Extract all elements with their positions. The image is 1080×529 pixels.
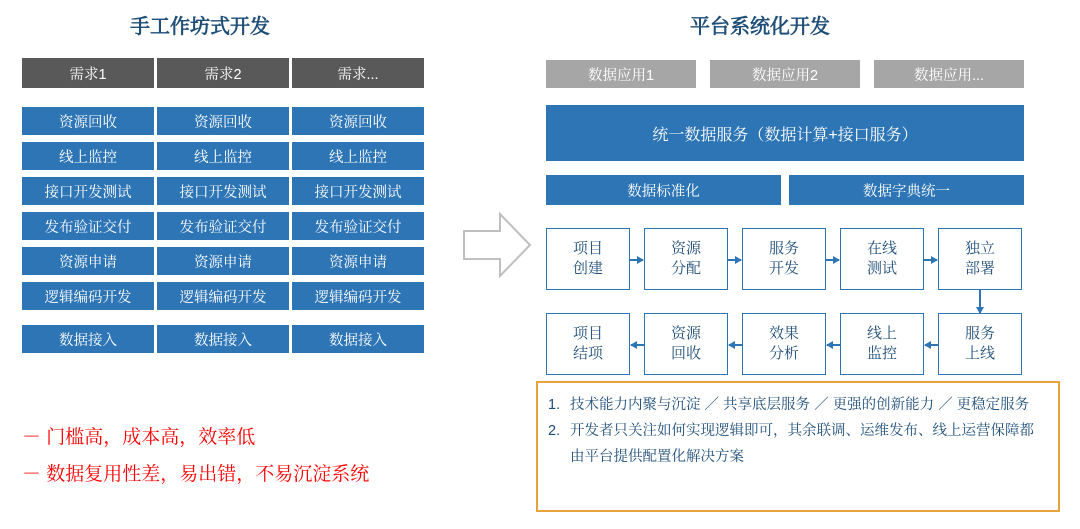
standardization-bar: 数据标准化 — [546, 175, 781, 205]
data-application-box: 数据应用... — [874, 60, 1024, 88]
flow-arrow-icon — [826, 259, 839, 261]
flow-step-line1: 线上 — [866, 325, 897, 342]
benefits-callout — [536, 381, 1060, 512]
task-box: 逻辑编码开发 — [157, 282, 289, 310]
flow-arrow-icon — [924, 259, 937, 261]
flow-step-line2: 分析 — [768, 345, 799, 362]
unified-data-service-bar: 统一数据服务（数据计算+接口服务） — [546, 105, 1024, 161]
requirement-header: 需求2 — [157, 58, 289, 88]
flow-step-line2: 结项 — [572, 345, 603, 362]
flow-step — [742, 228, 826, 290]
flow-arrow-icon — [925, 344, 938, 346]
task-box: 数据接入 — [157, 325, 289, 353]
flow-step — [546, 228, 630, 290]
task-box: 发布验证交付 — [292, 212, 424, 240]
flow-step-line2: 上线 — [964, 345, 995, 362]
task-box: 数据接入 — [292, 325, 424, 353]
flow-step-line1: 资源 — [670, 325, 701, 342]
callout-number: 2. — [548, 423, 561, 439]
requirement-header: 需求... — [292, 58, 424, 88]
flow-step-line1: 服务 — [768, 240, 799, 257]
flow-step — [840, 228, 924, 290]
flow-arrow-icon — [729, 344, 742, 346]
flow-arrow-icon — [630, 259, 643, 261]
task-box: 接口开发测试 — [22, 177, 154, 205]
task-box: 资源申请 — [22, 247, 154, 275]
callout-item — [548, 392, 1048, 418]
flow-step-line1: 服务 — [964, 325, 995, 342]
data-application-box: 数据应用1 — [546, 60, 696, 88]
task-box: 线上监控 — [292, 142, 424, 170]
flow-step-line2: 部署 — [964, 260, 995, 277]
data-application-box: 数据应用2 — [710, 60, 860, 88]
task-box: 资源回收 — [157, 107, 289, 135]
flow-step — [840, 313, 924, 375]
flow-step-line2: 分配 — [670, 260, 701, 277]
flow-step-line1: 项目 — [572, 240, 603, 257]
flow-step — [938, 228, 1022, 290]
callout-text: 开发者只关注如何实现逻辑即可，其余联调、运维发布、线上运营保障都由平台提供配置化解决方案 — [570, 423, 1034, 465]
left-note-line: － 数据复用性差，易出错，不易沉淀系统 — [22, 464, 370, 485]
flow-step-line2: 开发 — [768, 260, 799, 277]
flow-step-line1: 独立 — [964, 240, 995, 257]
flow-step-line1: 在线 — [866, 240, 897, 257]
flow-step — [546, 313, 630, 375]
flow-step — [742, 313, 826, 375]
flow-step — [644, 228, 728, 290]
flow-arrow-icon — [827, 344, 840, 346]
task-box: 线上监控 — [22, 142, 154, 170]
task-box: 资源回收 — [292, 107, 424, 135]
right-panel-title: 平台系统化开发 — [690, 16, 830, 38]
flow-step-line1: 资源 — [670, 240, 701, 257]
task-box: 线上监控 — [157, 142, 289, 170]
left-panel-title: 手工作坊式开发 — [130, 16, 270, 38]
flow-arrow-icon — [979, 290, 981, 313]
flow-step-line2: 测试 — [866, 260, 897, 277]
standardization-bar: 数据字典统一 — [789, 175, 1024, 205]
task-box: 接口开发测试 — [292, 177, 424, 205]
requirement-header: 需求1 — [22, 58, 154, 88]
flow-step-line2: 监控 — [866, 345, 897, 362]
callout-text: 技术能力内聚与沉淀 ／ 共享底层服务 ／ 更强的创新能力 ／ 更稳定服务 — [570, 397, 1030, 413]
task-box: 逻辑编码开发 — [22, 282, 154, 310]
task-box: 接口开发测试 — [157, 177, 289, 205]
flow-arrow-icon — [728, 259, 741, 261]
task-box: 发布验证交付 — [22, 212, 154, 240]
flow-step-line2: 回收 — [670, 345, 701, 362]
flow-step-line1: 项目 — [572, 325, 603, 342]
left-note-line: － 门槛高，成本高，效率低 — [22, 427, 256, 448]
flow-step-line2: 创建 — [572, 260, 603, 277]
flow-step — [644, 313, 728, 375]
flow-step-line1: 效果 — [768, 325, 799, 342]
task-box: 资源申请 — [292, 247, 424, 275]
callout-item — [548, 418, 1048, 470]
flow-step — [938, 313, 1022, 375]
task-box: 发布验证交付 — [157, 212, 289, 240]
task-box: 逻辑编码开发 — [292, 282, 424, 310]
task-box: 资源申请 — [157, 247, 289, 275]
transition-arrow-icon — [462, 212, 532, 278]
callout-number: 1. — [548, 397, 561, 413]
task-box: 资源回收 — [22, 107, 154, 135]
task-box: 数据接入 — [22, 325, 154, 353]
flow-arrow-icon — [631, 344, 644, 346]
